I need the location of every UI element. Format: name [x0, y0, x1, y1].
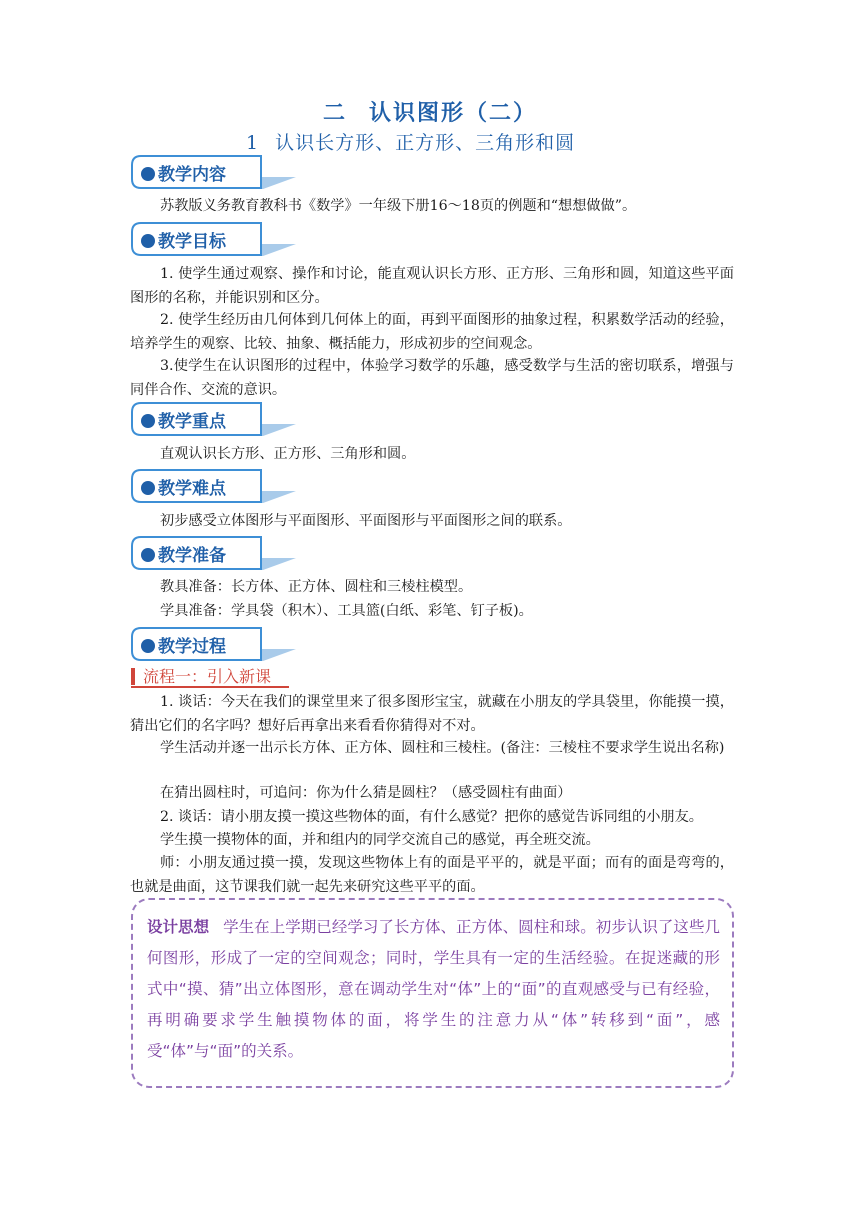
prep-teacher: 教具准备：长方体、正方体、圆柱和三棱柱模型。	[160, 579, 473, 595]
flow-underline	[131, 686, 289, 688]
flow-paragraph-5: 学生摸一摸物体的面，并和组内的同学交流自己的感觉，再全班交流。	[160, 832, 600, 848]
section-tag-process: 教学过程	[131, 627, 297, 663]
section-tag-content: 教学内容	[131, 155, 297, 191]
design-label: 设计思想	[147, 918, 210, 936]
content-text: 苏教版义务教育教科书《数学》一年级下册16～18页的例题和“想想做做”。	[160, 198, 637, 214]
bullet-icon	[141, 481, 155, 495]
flow-paragraph-6: 师：小朋友通过摸一摸，发现这些物体上有的面是平平的，就是平面；而有的面是弯弯的，也就是曲面，这节课我们就一起先来研究这些平平的面。	[130, 855, 734, 895]
key-text: 直观认识长方形、正方形、三角形和圆。	[160, 446, 416, 462]
difficult-text: 初步感受立体图形与平面图形、平面图形与平面图形之间的联系。	[160, 513, 572, 529]
prep-student: 学具准备：学具袋（积木）、工具篮(白纸、彩笔、钉子板)。	[160, 603, 533, 619]
goal-1: 1. 使学生通过观察、操作和讨论，能直观认识长方形、正方形、三角形和圆，知道这些平面图形的名称，并能识别和区分。	[130, 266, 734, 306]
flow-heading: 流程一：引入新课	[131, 664, 271, 687]
lesson-title: 1 认识长方形、正方形、三角形和圆	[246, 132, 576, 154]
flow-paragraph-4: 2. 谈话：请小朋友摸一摸这些物体的面，有什么感觉？把你的感觉告诉同组的小朋友。	[160, 809, 703, 825]
section-tag-goals: 教学目标	[131, 222, 297, 258]
bullet-icon	[141, 167, 155, 181]
section-tag-key: 教学重点	[131, 402, 297, 438]
flow-paragraph-1: 1. 谈话：今天在我们的课堂里来了很多图形宝宝，就藏在小朋友的学具袋里，你能摸一摸，猜出它们的名字吗？想好后再拿出来看看你猜得对不对。	[130, 694, 734, 734]
flow-paragraph-2: 学生活动并逐一出示长方体、正方体、圆柱和三棱柱。(备注：三棱柱不要求学生说出名称)	[160, 740, 725, 756]
flow-bar-icon	[131, 668, 135, 685]
goal-3: 3.使学生在认识图形的过程中，体验学习数学的乐趣，感受数学与生活的密切联系，增强与同伴合作、交流的意识。	[130, 358, 734, 398]
chapter-title: 二 认识图形（二）	[322, 101, 538, 126]
design-thinking-box	[131, 898, 734, 1088]
flow-paragraph-3: 在猜出圆柱时，可追问：你为什么猜是圆柱？（感受圆柱有曲面）	[160, 785, 572, 801]
goal-2: 2. 使学生经历由几何体到几何体上的面，再到平面图形的抽象过程，积累数学活动的经验，培养学生的观察、比较、抽象、概括能力，形成初步的空间观念。	[130, 312, 734, 352]
section-tag-prep: 教学准备	[131, 536, 297, 572]
bullet-icon	[141, 548, 155, 562]
bullet-icon	[141, 414, 155, 428]
section-tag-difficult: 教学难点	[131, 469, 297, 505]
bullet-icon	[141, 639, 155, 653]
design-text: 学生在上学期已经学习了长方体、正方体、圆柱和球。初步认识了这些几何图形，形成了一定的空间观念；同时，学生具有一定的生活经验。在捉迷藏的形式中“摸、猜”出立体图形，意在调动学生对“体”上的“面”的直观感受与已有经验，再明确要求学生触摸物体的面，将学生的注意力从“体”转移到“面”，感受“体”与“面”的关系。	[147, 918, 720, 1060]
bullet-icon	[141, 234, 155, 248]
